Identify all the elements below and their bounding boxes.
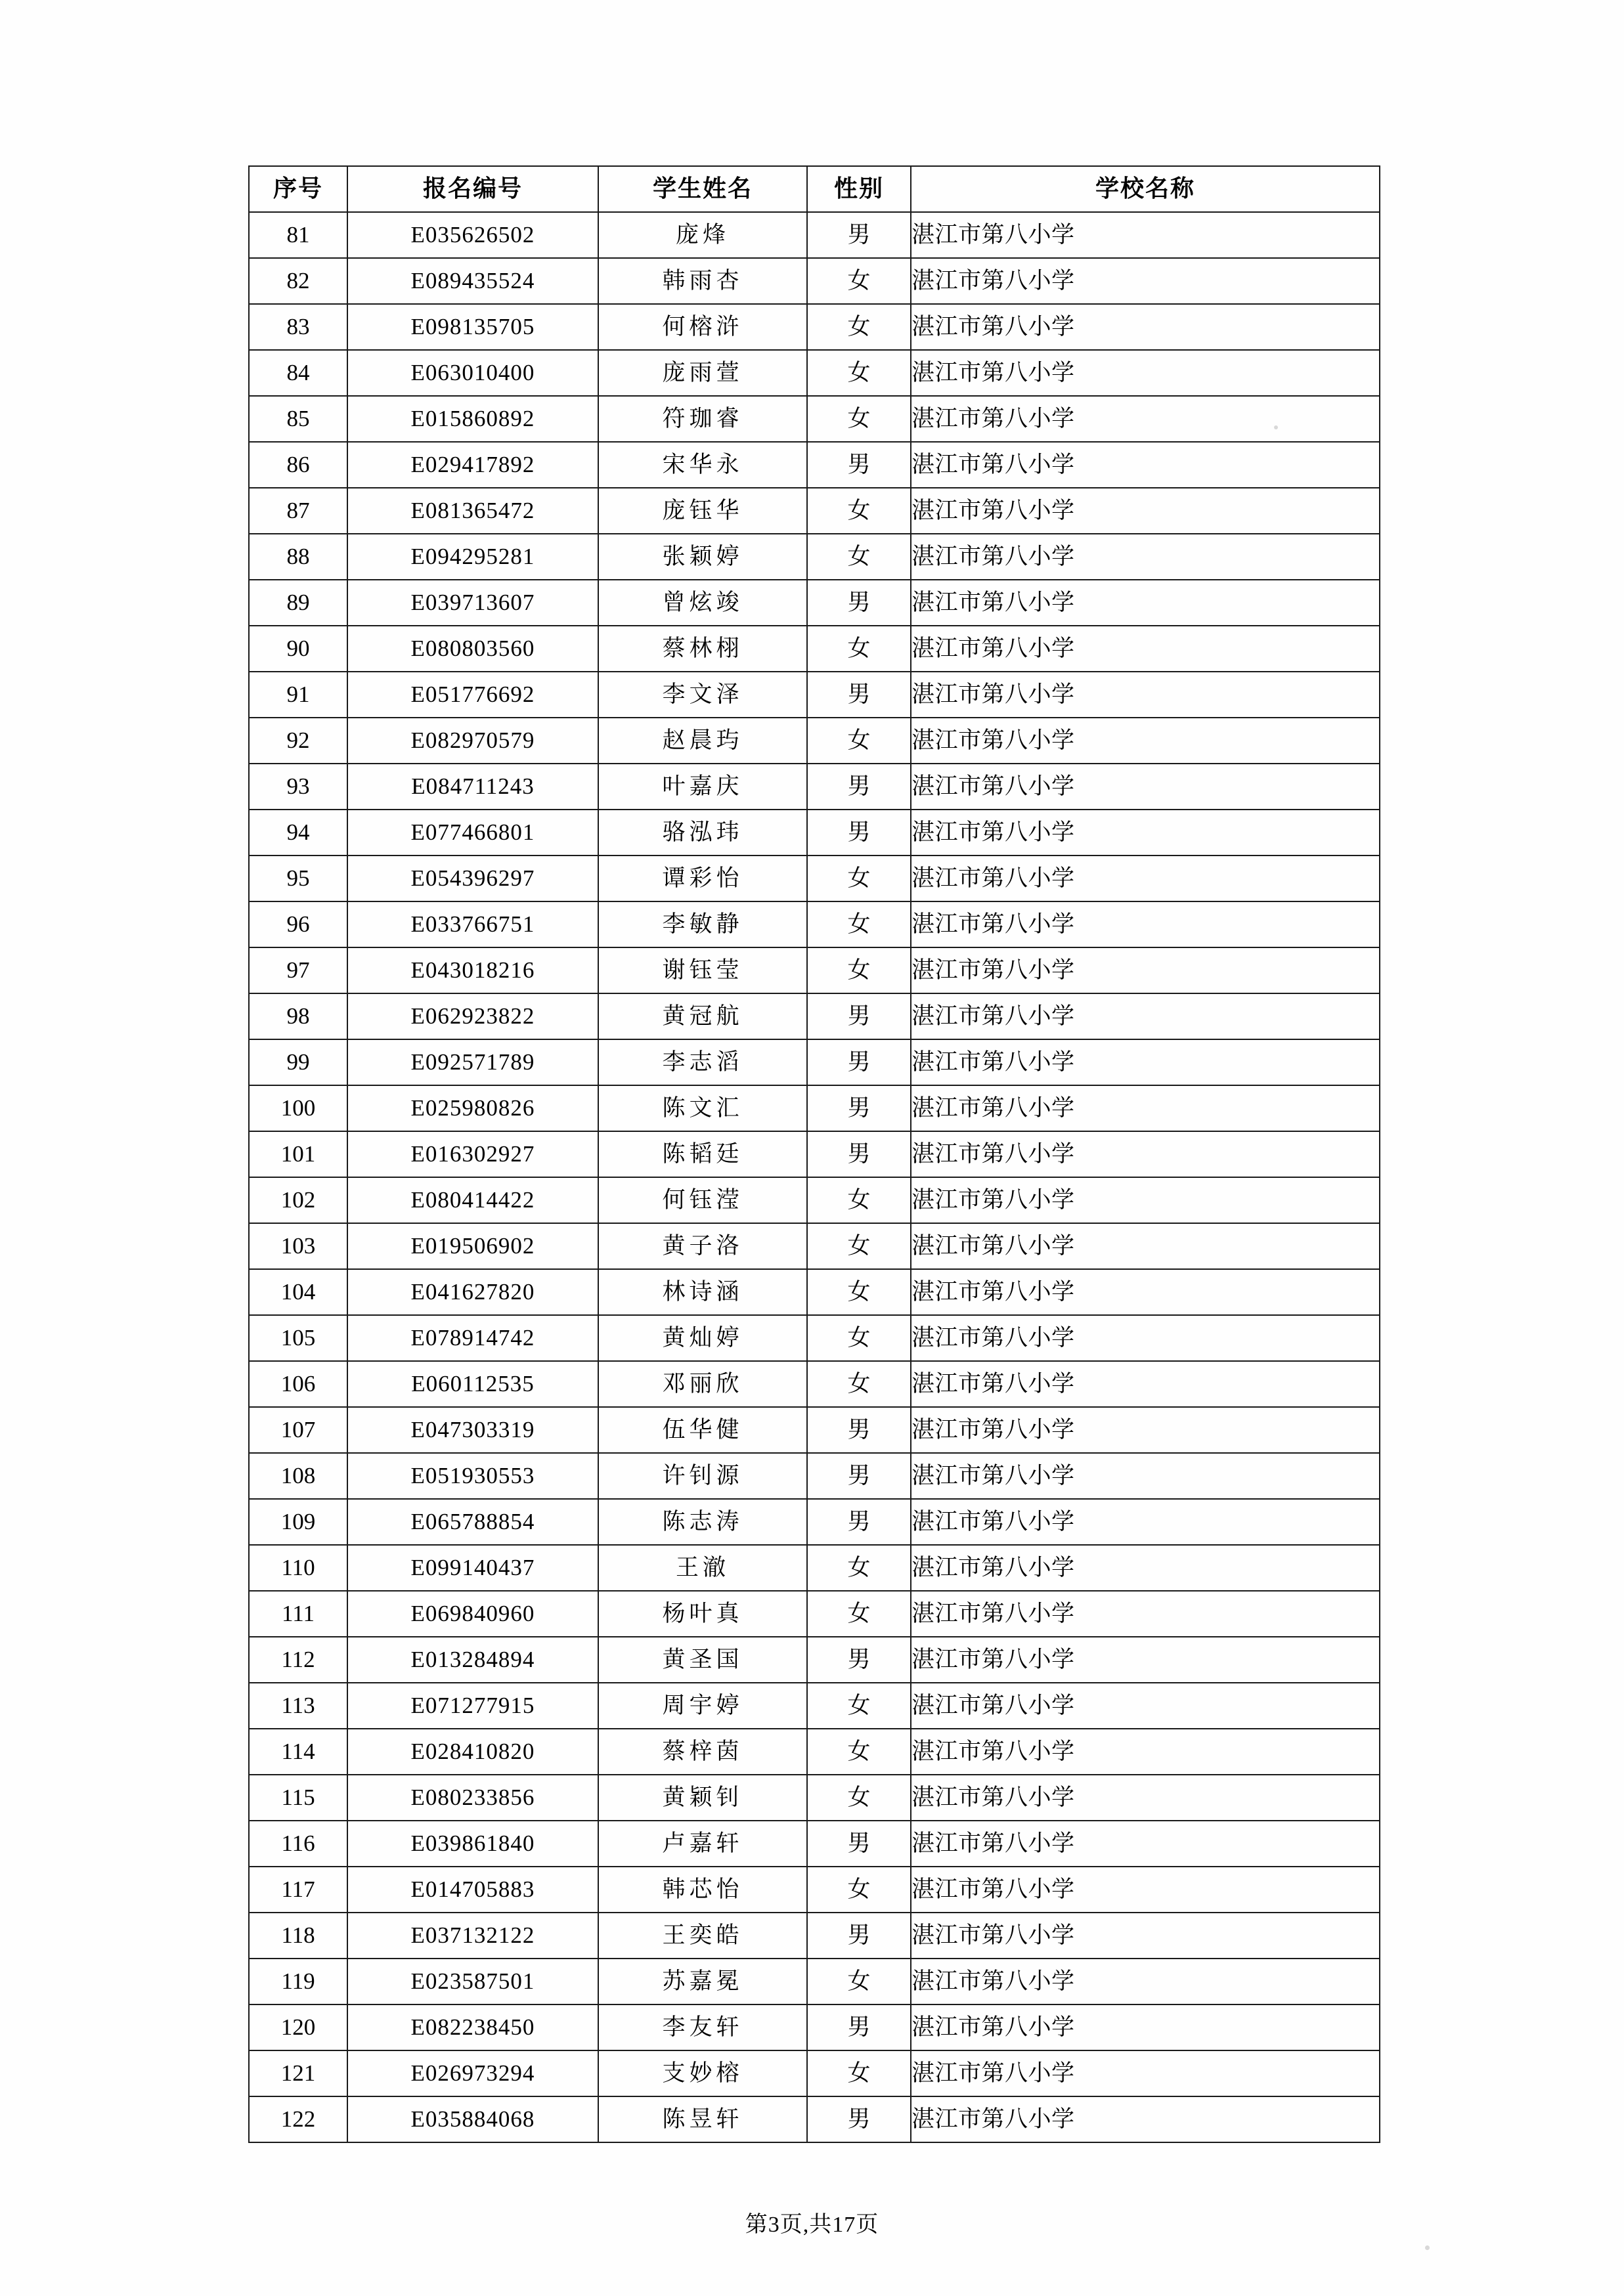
cell-registration-id: E016302927: [347, 1131, 598, 1177]
table-row: [249, 2050, 1380, 2096]
cell-gender: 女: [807, 718, 911, 764]
cell-registration-id: E081365472: [347, 488, 598, 534]
cell-school-name: 湛江市第八小学: [911, 1131, 1380, 1177]
table-row: [249, 1453, 1380, 1499]
table-row: [249, 1131, 1380, 1177]
cell-sequence: 90: [249, 626, 347, 672]
cell-student-name: 韩芯怡: [598, 1867, 807, 1913]
cell-sequence: 98: [249, 993, 347, 1039]
table-row: [249, 1315, 1380, 1361]
cell-registration-id: E019506902: [347, 1223, 598, 1269]
cell-school-name: 湛江市第八小学: [911, 2096, 1380, 2142]
cell-student-name: 庞钰华: [598, 488, 807, 534]
cell-registration-id: E047303319: [347, 1407, 598, 1453]
cell-sequence: 103: [249, 1223, 347, 1269]
cell-student-name: 叶嘉庆: [598, 764, 807, 810]
cell-school-name: 湛江市第八小学: [911, 718, 1380, 764]
cell-student-name: 黄子洛: [598, 1223, 807, 1269]
cell-gender: 男: [807, 2096, 911, 2142]
cell-sequence: 122: [249, 2096, 347, 2142]
cell-student-name: 卢嘉轩: [598, 1821, 807, 1867]
cell-registration-id: E014705883: [347, 1867, 598, 1913]
table-row: [249, 1085, 1380, 1131]
cell-gender: 男: [807, 442, 911, 488]
cell-student-name: 杨叶真: [598, 1591, 807, 1637]
cell-registration-id: E069840960: [347, 1591, 598, 1637]
cell-registration-id: E078914742: [347, 1315, 598, 1361]
cell-sequence: 91: [249, 672, 347, 718]
table-row: [249, 1545, 1380, 1591]
table-row: [249, 993, 1380, 1039]
cell-sequence: 89: [249, 580, 347, 626]
cell-school-name: 湛江市第八小学: [911, 1499, 1380, 1545]
cell-sequence: 93: [249, 764, 347, 810]
table-row: [249, 1729, 1380, 1775]
cell-sequence: 85: [249, 396, 347, 442]
cell-registration-id: E051776692: [347, 672, 598, 718]
cell-school-name: 湛江市第八小学: [911, 856, 1380, 901]
cell-gender: 女: [807, 1867, 911, 1913]
cell-student-name: 张颖婷: [598, 534, 807, 580]
cell-registration-id: E041627820: [347, 1269, 598, 1315]
column-header-gender: 性别: [807, 166, 911, 212]
cell-gender: 女: [807, 856, 911, 901]
cell-school-name: 湛江市第八小学: [911, 304, 1380, 350]
table-row: [249, 2096, 1380, 2142]
cell-sequence: 120: [249, 2004, 347, 2050]
cell-registration-id: E043018216: [347, 947, 598, 993]
cell-gender: 女: [807, 350, 911, 396]
cell-school-name: 湛江市第八小学: [911, 1775, 1380, 1821]
table-row: [249, 1867, 1380, 1913]
cell-school-name: 湛江市第八小学: [911, 1453, 1380, 1499]
cell-gender: 女: [807, 1729, 911, 1775]
cell-gender: 女: [807, 396, 911, 442]
cell-gender: 男: [807, 1131, 911, 1177]
cell-registration-id: E094295281: [347, 534, 598, 580]
cell-gender: 男: [807, 1637, 911, 1683]
column-header-school-name: 学校名称: [911, 166, 1380, 212]
cell-school-name: 湛江市第八小学: [911, 1361, 1380, 1407]
cell-student-name: 陈文汇: [598, 1085, 807, 1131]
cell-gender: 女: [807, 1315, 911, 1361]
cell-sequence: 86: [249, 442, 347, 488]
cell-student-name: 何榕浒: [598, 304, 807, 350]
cell-gender: 女: [807, 1269, 911, 1315]
cell-school-name: 湛江市第八小学: [911, 580, 1380, 626]
table-row: [249, 947, 1380, 993]
cell-gender: 男: [807, 764, 911, 810]
cell-gender: 男: [807, 1453, 911, 1499]
cell-sequence: 92: [249, 718, 347, 764]
cell-student-name: 伍华健: [598, 1407, 807, 1453]
cell-sequence: 109: [249, 1499, 347, 1545]
cell-sequence: 81: [249, 212, 347, 258]
cell-registration-id: E077466801: [347, 810, 598, 856]
cell-gender: 女: [807, 1683, 911, 1729]
cell-sequence: 101: [249, 1131, 347, 1177]
cell-sequence: 96: [249, 901, 347, 947]
cell-registration-id: E082238450: [347, 2004, 598, 2050]
cell-gender: 男: [807, 580, 911, 626]
cell-sequence: 106: [249, 1361, 347, 1407]
cell-sequence: 88: [249, 534, 347, 580]
cell-registration-id: E035884068: [347, 2096, 598, 2142]
cell-student-name: 黄灿婷: [598, 1315, 807, 1361]
cell-gender: 女: [807, 258, 911, 304]
cell-student-name: 蔡梓茵: [598, 1729, 807, 1775]
table-row: [249, 1913, 1380, 1959]
cell-student-name: 黄冠航: [598, 993, 807, 1039]
cell-student-name: 骆泓玮: [598, 810, 807, 856]
cell-student-name: 韩雨杏: [598, 258, 807, 304]
table-row: [249, 534, 1380, 580]
cell-gender: 男: [807, 672, 911, 718]
cell-registration-id: E080414422: [347, 1177, 598, 1223]
cell-school-name: 湛江市第八小学: [911, 1039, 1380, 1085]
table-row: [249, 901, 1380, 947]
table-row: [249, 810, 1380, 856]
cell-gender: 女: [807, 1545, 911, 1591]
cell-sequence: 102: [249, 1177, 347, 1223]
table-row: [249, 626, 1380, 672]
cell-school-name: 湛江市第八小学: [911, 1729, 1380, 1775]
cell-sequence: 100: [249, 1085, 347, 1131]
cell-school-name: 湛江市第八小学: [911, 810, 1380, 856]
table-row: [249, 396, 1380, 442]
table-row: [249, 1223, 1380, 1269]
cell-student-name: 黄颖钊: [598, 1775, 807, 1821]
cell-student-name: 庞烽: [598, 212, 807, 258]
table-row: [249, 672, 1380, 718]
cell-school-name: 湛江市第八小学: [911, 1591, 1380, 1637]
cell-sequence: 97: [249, 947, 347, 993]
cell-registration-id: E033766751: [347, 901, 598, 947]
cell-registration-id: E099140437: [347, 1545, 598, 1591]
cell-sequence: 87: [249, 488, 347, 534]
cell-registration-id: E063010400: [347, 350, 598, 396]
cell-registration-id: E062923822: [347, 993, 598, 1039]
cell-student-name: 苏嘉冕: [598, 1959, 807, 2004]
cell-registration-id: E051930553: [347, 1453, 598, 1499]
cell-student-name: 陈昱轩: [598, 2096, 807, 2142]
column-header-sequence: 序号: [249, 166, 347, 212]
cell-student-name: 林诗涵: [598, 1269, 807, 1315]
cell-school-name: 湛江市第八小学: [911, 534, 1380, 580]
cell-gender: 女: [807, 626, 911, 672]
cell-registration-id: E029417892: [347, 442, 598, 488]
cell-sequence: 112: [249, 1637, 347, 1683]
table-row: [249, 856, 1380, 901]
cell-student-name: 谢钰莹: [598, 947, 807, 993]
cell-registration-id: E039713607: [347, 580, 598, 626]
cell-sequence: 114: [249, 1729, 347, 1775]
cell-school-name: 湛江市第八小学: [911, 442, 1380, 488]
table-row: [249, 1361, 1380, 1407]
cell-gender: 男: [807, 1085, 911, 1131]
cell-sequence: 113: [249, 1683, 347, 1729]
cell-gender: 女: [807, 534, 911, 580]
cell-gender: 女: [807, 1177, 911, 1223]
cell-gender: 女: [807, 947, 911, 993]
table-row: [249, 1775, 1380, 1821]
scan-speck: [1425, 2245, 1430, 2250]
cell-sequence: 82: [249, 258, 347, 304]
cell-registration-id: E013284894: [347, 1637, 598, 1683]
cell-school-name: 湛江市第八小学: [911, 1407, 1380, 1453]
cell-sequence: 118: [249, 1913, 347, 1959]
table-row: [249, 718, 1380, 764]
cell-sequence: 99: [249, 1039, 347, 1085]
cell-registration-id: E054396297: [347, 856, 598, 901]
page-footer: [0, 2206, 1624, 2238]
cell-school-name: 湛江市第八小学: [911, 1637, 1380, 1683]
cell-gender: 女: [807, 488, 911, 534]
table-row: [249, 1499, 1380, 1545]
cell-student-name: 宋华永: [598, 442, 807, 488]
table-row: [249, 258, 1380, 304]
cell-sequence: 83: [249, 304, 347, 350]
cell-registration-id: E098135705: [347, 304, 598, 350]
cell-gender: 男: [807, 810, 911, 856]
cell-sequence: 111: [249, 1591, 347, 1637]
table-row: [249, 1177, 1380, 1223]
cell-school-name: 湛江市第八小学: [911, 1269, 1380, 1315]
page-number-label: 第3页,共17页: [745, 2213, 879, 2237]
cell-gender: 男: [807, 1407, 911, 1453]
cell-student-name: 曾炫竣: [598, 580, 807, 626]
cell-registration-id: E092571789: [347, 1039, 598, 1085]
cell-student-name: 李友轩: [598, 2004, 807, 2050]
cell-school-name: 湛江市第八小学: [911, 1545, 1380, 1591]
cell-gender: 女: [807, 901, 911, 947]
cell-student-name: 陈韬廷: [598, 1131, 807, 1177]
cell-student-name: 许钊源: [598, 1453, 807, 1499]
table-row: [249, 442, 1380, 488]
cell-school-name: 湛江市第八小学: [911, 1223, 1380, 1269]
cell-sequence: 94: [249, 810, 347, 856]
cell-student-name: 符珈睿: [598, 396, 807, 442]
cell-registration-id: E082970579: [347, 718, 598, 764]
table-row: [249, 1821, 1380, 1867]
cell-sequence: 108: [249, 1453, 347, 1499]
cell-gender: 男: [807, 993, 911, 1039]
cell-student-name: 庞雨萱: [598, 350, 807, 396]
cell-school-name: 湛江市第八小学: [911, 1867, 1380, 1913]
cell-school-name: 湛江市第八小学: [911, 1913, 1380, 1959]
cell-registration-id: E089435524: [347, 258, 598, 304]
cell-registration-id: E080803560: [347, 626, 598, 672]
cell-student-name: 赵晨玙: [598, 718, 807, 764]
cell-school-name: 湛江市第八小学: [911, 1959, 1380, 2004]
cell-school-name: 湛江市第八小学: [911, 350, 1380, 396]
cell-sequence: 105: [249, 1315, 347, 1361]
cell-registration-id: E080233856: [347, 1775, 598, 1821]
cell-registration-id: E023587501: [347, 1959, 598, 2004]
cell-sequence: 116: [249, 1821, 347, 1867]
cell-registration-id: E084711243: [347, 764, 598, 810]
cell-sequence: 117: [249, 1867, 347, 1913]
column-header-student-name: 学生姓名: [598, 166, 807, 212]
cell-gender: 女: [807, 1223, 911, 1269]
table-header-row: [249, 166, 1380, 212]
table-row: [249, 764, 1380, 810]
cell-student-name: 何钰滢: [598, 1177, 807, 1223]
cell-school-name: 湛江市第八小学: [911, 488, 1380, 534]
cell-gender: 女: [807, 1959, 911, 2004]
table-row: [249, 1269, 1380, 1315]
table-row: [249, 2004, 1380, 2050]
cell-gender: 男: [807, 1821, 911, 1867]
cell-school-name: 湛江市第八小学: [911, 2050, 1380, 2096]
cell-sequence: 95: [249, 856, 347, 901]
cell-school-name: 湛江市第八小学: [911, 1821, 1380, 1867]
cell-gender: 女: [807, 304, 911, 350]
cell-student-name: 王奕皓: [598, 1913, 807, 1959]
cell-gender: 男: [807, 2004, 911, 2050]
table-row: [249, 580, 1380, 626]
cell-registration-id: E035626502: [347, 212, 598, 258]
cell-registration-id: E037132122: [347, 1913, 598, 1959]
cell-gender: 男: [807, 1499, 911, 1545]
cell-student-name: 蔡林栩: [598, 626, 807, 672]
column-header-registration-id: 报名编号: [347, 166, 598, 212]
cell-school-name: 湛江市第八小学: [911, 2004, 1380, 2050]
cell-school-name: 湛江市第八小学: [911, 672, 1380, 718]
cell-school-name: 湛江市第八小学: [911, 764, 1380, 810]
cell-school-name: 湛江市第八小学: [911, 1315, 1380, 1361]
cell-gender: 女: [807, 1591, 911, 1637]
cell-registration-id: E060112535: [347, 1361, 598, 1407]
cell-gender: 男: [807, 212, 911, 258]
table-row: [249, 488, 1380, 534]
cell-registration-id: E026973294: [347, 2050, 598, 2096]
cell-school-name: 湛江市第八小学: [911, 993, 1380, 1039]
cell-gender: 女: [807, 1361, 911, 1407]
cell-registration-id: E025980826: [347, 1085, 598, 1131]
cell-gender: 男: [807, 1913, 911, 1959]
cell-registration-id: E065788854: [347, 1499, 598, 1545]
cell-sequence: 84: [249, 350, 347, 396]
cell-school-name: 湛江市第八小学: [911, 1177, 1380, 1223]
cell-school-name: 湛江市第八小学: [911, 947, 1380, 993]
cell-sequence: 104: [249, 1269, 347, 1315]
table-row: [249, 1637, 1380, 1683]
cell-gender: 女: [807, 2050, 911, 2096]
table-row: [249, 1591, 1380, 1637]
cell-student-name: 陈志涛: [598, 1499, 807, 1545]
cell-school-name: 湛江市第八小学: [911, 258, 1380, 304]
cell-student-name: 谭彩怡: [598, 856, 807, 901]
cell-sequence: 107: [249, 1407, 347, 1453]
cell-school-name: 湛江市第八小学: [911, 901, 1380, 947]
cell-school-name: 湛江市第八小学: [911, 212, 1380, 258]
cell-gender: 男: [807, 1039, 911, 1085]
cell-student-name: 王澈: [598, 1545, 807, 1591]
cell-school-name: 湛江市第八小学: [911, 626, 1380, 672]
cell-registration-id: E039861840: [347, 1821, 598, 1867]
cell-student-name: 黄圣国: [598, 1637, 807, 1683]
student-roster-table: [248, 165, 1380, 2143]
cell-student-name: 李敏静: [598, 901, 807, 947]
cell-school-name: 湛江市第八小学: [911, 396, 1380, 442]
cell-student-name: 邓丽欣: [598, 1361, 807, 1407]
cell-sequence: 110: [249, 1545, 347, 1591]
cell-school-name: 湛江市第八小学: [911, 1683, 1380, 1729]
cell-student-name: 李文泽: [598, 672, 807, 718]
cell-sequence: 115: [249, 1775, 347, 1821]
table-row: [249, 212, 1380, 258]
table-row: [249, 1039, 1380, 1085]
cell-registration-id: E071277915: [347, 1683, 598, 1729]
cell-sequence: 119: [249, 1959, 347, 2004]
table-row: [249, 350, 1380, 396]
cell-gender: 女: [807, 1775, 911, 1821]
cell-student-name: 李志滔: [598, 1039, 807, 1085]
table-row: [249, 1683, 1380, 1729]
cell-student-name: 周宇婷: [598, 1683, 807, 1729]
cell-sequence: 121: [249, 2050, 347, 2096]
table-row: [249, 1407, 1380, 1453]
student-roster-table-container: [248, 165, 1379, 2143]
cell-student-name: 支妙榕: [598, 2050, 807, 2096]
cell-school-name: 湛江市第八小学: [911, 1085, 1380, 1131]
table-row: [249, 1959, 1380, 2004]
cell-registration-id: E015860892: [347, 396, 598, 442]
table-row: [249, 304, 1380, 350]
cell-registration-id: E028410820: [347, 1729, 598, 1775]
